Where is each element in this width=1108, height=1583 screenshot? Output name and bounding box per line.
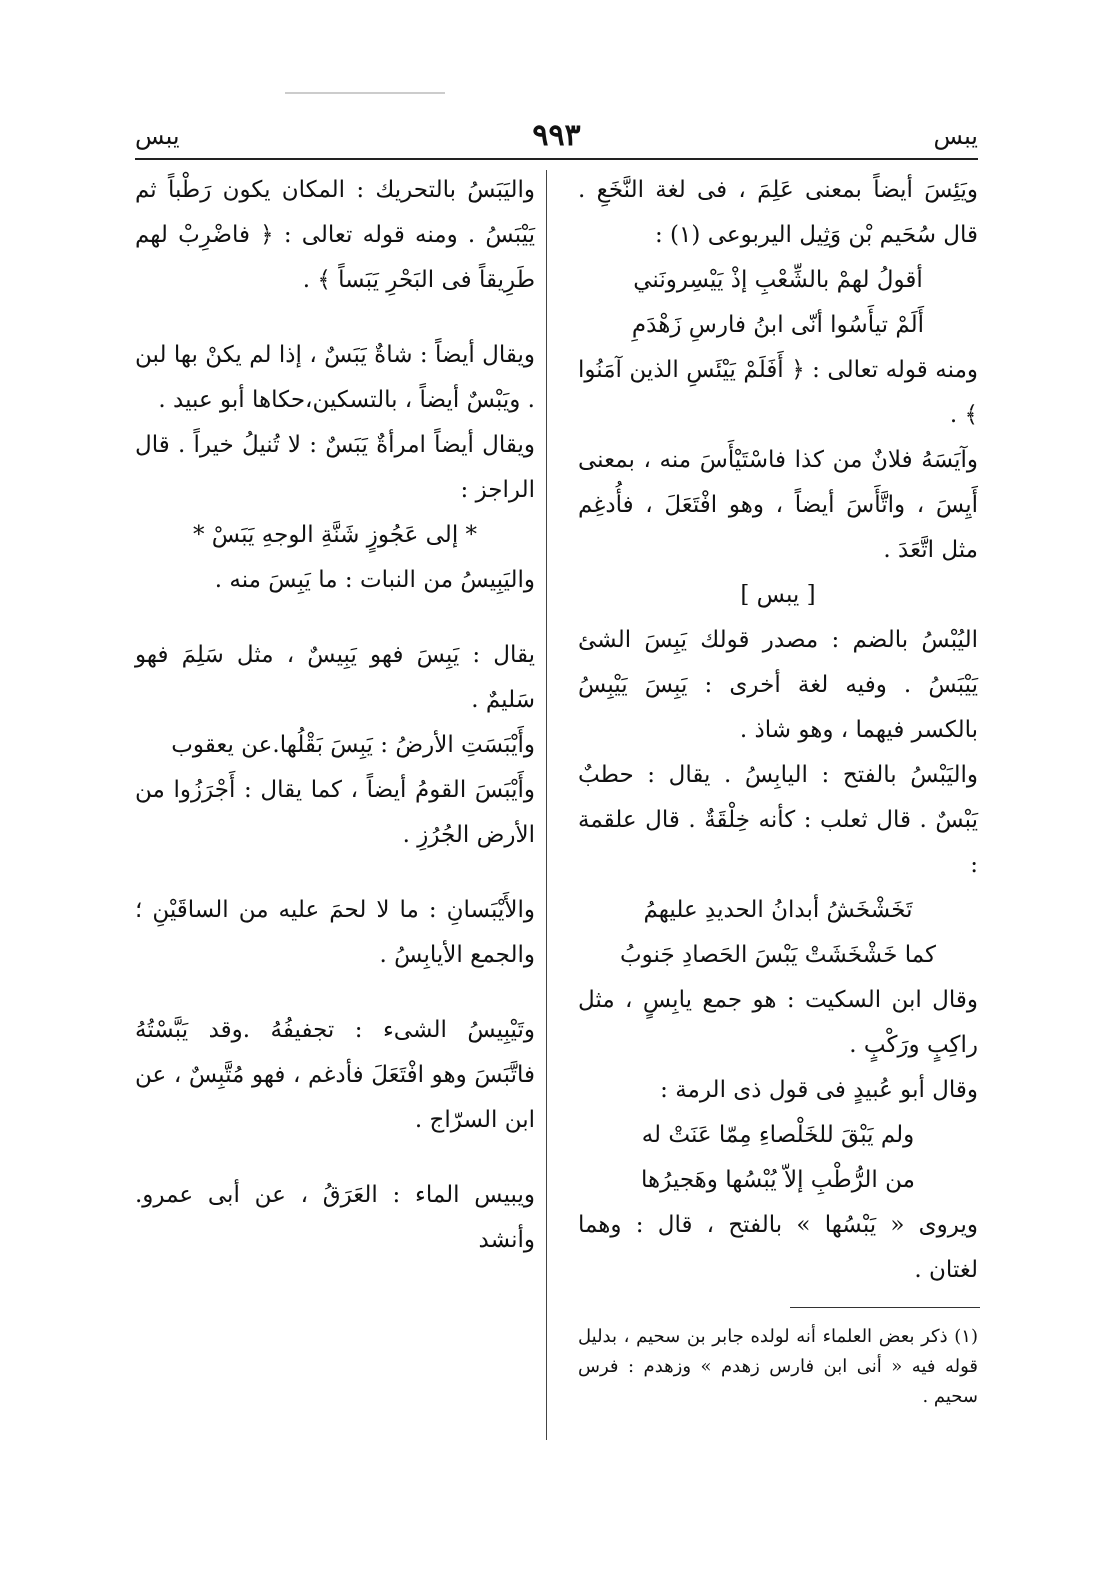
footnote-rule [790, 1307, 980, 1308]
running-header [135, 118, 978, 160]
entry-paragraph: وقال ابن السكيت : هو جمع يابِسٍ ، مثل راكِبٍ ورَكْبٍ . [578, 987, 978, 1058]
entry-paragraph: واليَبِيسُ من النبات : ما يَبِسَ منه . [214, 567, 535, 593]
entry-paragraph: والأَيْبَسانِ : ما لا لحمَ عليه من الساقَيْنِ ؛ والجمع الأيابِسُ . [135, 897, 535, 968]
entry-paragraph: واليَبْسُ بالفتح : اليابِسُ . يقال : حطبٌ يَبْسٌ . قال ثعلب : كأنه خِلْقَةٌ . قال علقمة : [578, 762, 978, 878]
entry-paragraph: ويَئِسَ أيضاً بمعنى عَلِمَ ، فى لغة النَّخَعِ . قال سُحَيم بْن وَثِيل اليربوعى (١) : [578, 177, 978, 248]
entry-paragraph: وأَيْبَسَ القومُ أيضاً ، كما يقال : أَجْرَزُوا من الأرض الجُرُزِ . [135, 777, 535, 848]
right-column [578, 168, 978, 1293]
verse-line: كما خَشْخَشَتْ يَبْسَ الحَصادِ جَنوبُ [620, 942, 936, 968]
header-right-word: يبس [933, 122, 978, 150]
left-column [135, 168, 535, 1263]
entry-paragraph: ويقال أيضاً : شاةٌ يَبَسٌ ، إذا لم يكنْ بها لبن . ويَبْسٌ أيضاً ، بالتسكين،حكاها أبو عبيد . [135, 342, 535, 413]
header-left-word: يبس [135, 122, 180, 150]
scan-smudge [285, 92, 445, 94]
column-divider [546, 170, 547, 1440]
footnote: (١) ذكر بعض العلماء أنه لولده جابر بن سحيم ، بدليل قوله فيه « أنى ابن فارس زهدم » وزهدم : فرس سحيم . [578, 1326, 978, 1407]
verse-line: أَلَمْ تيأَسُوا أنّى ابنُ فارسِ زَهْدَمِ [631, 312, 925, 338]
verse-line: ولم يَبْقَ للخَلْصاءِ مِمّا عَنَتْ له [641, 1122, 915, 1148]
entry-paragraph: وآيَسَهُ فلانٌ من كذا فاسْتَيْأَسَ منه ، بمعنى أَيِسَ ، واتَّأَسَ أيضاً ، وهو افْتَعَلَ ، فأُدغِم مثل اتَّعَدَ . [578, 447, 978, 563]
root-heading: [ يبس ] [740, 582, 816, 608]
entry-paragraph: ويبيس الماء : العَرَقُ ، عن أبى عمرو. وأنشد [135, 1182, 535, 1253]
verse-line: من الرُّطْبِ إلاّ يُبْسُها وهَجيرُها [641, 1167, 915, 1193]
verse-line: تَخَشْخَشُ أبدانُ الحديدِ عليهمُ [643, 897, 913, 923]
entry-paragraph: وأَيْبَسَتِ الأرضُ : يَبِسَ بَقْلُها.عن يعقوب [171, 732, 535, 758]
entry-paragraph: وقال أبو عُبيدٍ فى قول ذى الرمة : [660, 1077, 978, 1103]
verse-line: * إلى عَجُوزٍ شَنَّةِ الوجهِ يَبَسْ * [192, 522, 478, 548]
entry-paragraph: يقال : يَبِسَ فهو يَبِيسٌ ، مثل سَلِمَ فهو سَليمٌ . [135, 642, 535, 713]
entry-paragraph: واليَبَسُ بالتحريك : المكان يكون رَطْباً ثم يَيْبَسُ . ومنه قوله تعالى : ﴿ فاضْرِبْ لهم طَرِيقاً فى البَحْرِ يَبَساً ﴾ . [135, 177, 535, 293]
entry-paragraph: ومنه قوله تعالى : ﴿ أَفَلَمْ يَيْئَسِ الذين آمَنُوا ﴾ . [578, 357, 978, 428]
verse-line: أقولُ لهمْ بالشِّعْبِ إذْ يَيْسِرونَني [633, 267, 923, 293]
page-number: ٩٩٣ [532, 118, 581, 153]
entry-paragraph: اليُبْسُ بالضم : مصدر قولك يَبِسَ الشئ يَيْبَسُ . وفيه لغة أخرى : يَبِسَ يَيْبِسُ بالكسر فيهما ، وهو شاذ . [578, 627, 978, 743]
entry-paragraph: وتَيْبِيسُ الشىء : تجفيفُهُ .وقد يَبَّسْتُهُ فاتَّبَسَ وهو افْتَعَلَ فأدغم ، فهو مُتَّبِسٌ ، عن ابن السرّاج . [135, 1017, 535, 1133]
entry-paragraph: ويقال أيضاً امرأةٌ يَبَسٌ : لا تُنيلُ خيراً . قال الراجز : [135, 432, 535, 503]
entry-paragraph: ويروى « يَبْسُها » بالفتح ، قال : وهما لغتان . [578, 1212, 978, 1283]
